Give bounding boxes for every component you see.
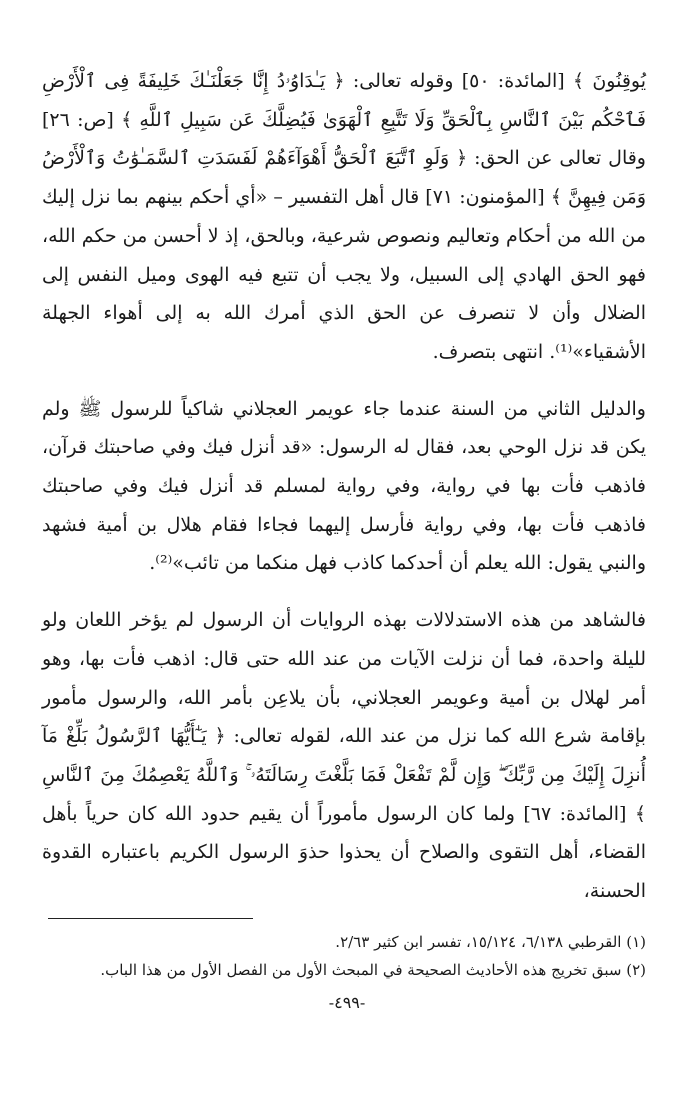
footnotes	[42, 928, 646, 984]
footnote-1: (١) القرطبي ٦/١٣٨، ١٥/١٢٤، تفسر ابن كثير ٢/٦٣.	[335, 933, 646, 951]
paragraph-conclusion: فالشاهد من هذه الاستدلالات بهذه الروايات أن الرسول لم يؤخر اللعان ولو لليلة واحدة، فما أن نزلت الآيات من عند الله حتى قال: اذهب فأت بها، وهو أمر لهلال بن أمية وعويمر العجلاني، بأن يلاعِن بأمر الله، والرسول مأمور بإقامة شرع الله كما نزل من عند الله، لقوله تعالى: ﴿ يَـٰٓأَيُّهَا ٱلرَّسُولُ بَلِّغْ مَآ أُنزِلَ إِلَيْكَ مِن رَّبِّكَ ۖ وَإِن لَّمْ تَفْعَلْ فَمَا بَلَّغْتَ رِسَالَتَهُۥ ۚ وَٱللَّهُ يَعْصِمُكَ مِنَ ٱلنَّاسِ ﴾ [المائدة: ٦٧] ولما كان الرسول مأموراً أن يقيم حدود الله كان حرياً بأهل القضاء، أهل التقوى والصلاح أن يحذوا حذوَ الرسول الكريم باعتباره القدوة الحسنة،	[42, 609, 646, 903]
paragraph-second-evidence: والدليل الثاني من السنة عندما جاء عويمر العجلاني شاكياً للرسول ﷺ ولم يكن قد نزل الوحي بعد، فقال له الرسول: «قد أنزل فيك وفي صاحبتك قرآن، فاذهب فأت بها في رواية، وفي رواية لمسلم قد أنزل فيك وفي صاحبتك فاذهب فأت بها، وفي رواية فأرسل إليهما فجاءا فقام هلال بن أمية فشهد والنبي يقول: الله يعلم أن أحدكما كاذب فهل منكما من تائب»⁽²⁾.	[42, 397, 646, 575]
paragraph-quran-tafsir: يُوقِنُونَ ﴾ [المائدة: ٥٠] وقوله تعالى: ﴿ يَـٰدَاوُۥدُ إِنَّا جَعَلْنَـٰكَ خَلِيفَةً فِى ٱلْأَرْضِ فَٱحْكُم بَيْنَ ٱلنَّاسِ بِٱلْحَقِّ وَلَا تَتَّبِعِ ٱلْهَوَىٰ فَيُضِلَّكَ عَن سَبِيلِ ٱللَّهِ ﴾ [ص: ٢٦] وقال تعالى عن الحق: ﴿ وَلَوِ ٱتَّبَعَ ٱلْحَقُّ أَهْوَآءَهُمْ لَفَسَدَتِ ٱلسَّمَـٰوَٰتُ وَٱلْأَرْضُ وَمَن فِيهِنَّ ﴾ [المؤمنون: ٧١] قال أهل التفسير – «أي أحكم بينهم بما نزل إليك من الله من أحكام وتعاليم ونصوص شرعية، وبالحق، إذ لا أحسن من حكم الله، فهو الحق الهادي إلى السبيل، ولا يجب أن تتبع فيه الهوى وميل النفس إلى الضلال وأن لا تنصرف عن الحق الذي أمرك الله به إلى أهواء الجهلة الأشقياء»⁽¹⁾. انتهى بتصرف.	[41, 70, 647, 363]
footnote-2: (٢) سبق تخريج هذه الأحاديث الصحيحة في المبحث الأول من الفصل الأول من هذا الباب.	[100, 961, 646, 979]
main-text	[42, 62, 646, 911]
footnote-separator	[48, 918, 253, 919]
page-number: -٤٩٩-	[328, 993, 366, 1012]
